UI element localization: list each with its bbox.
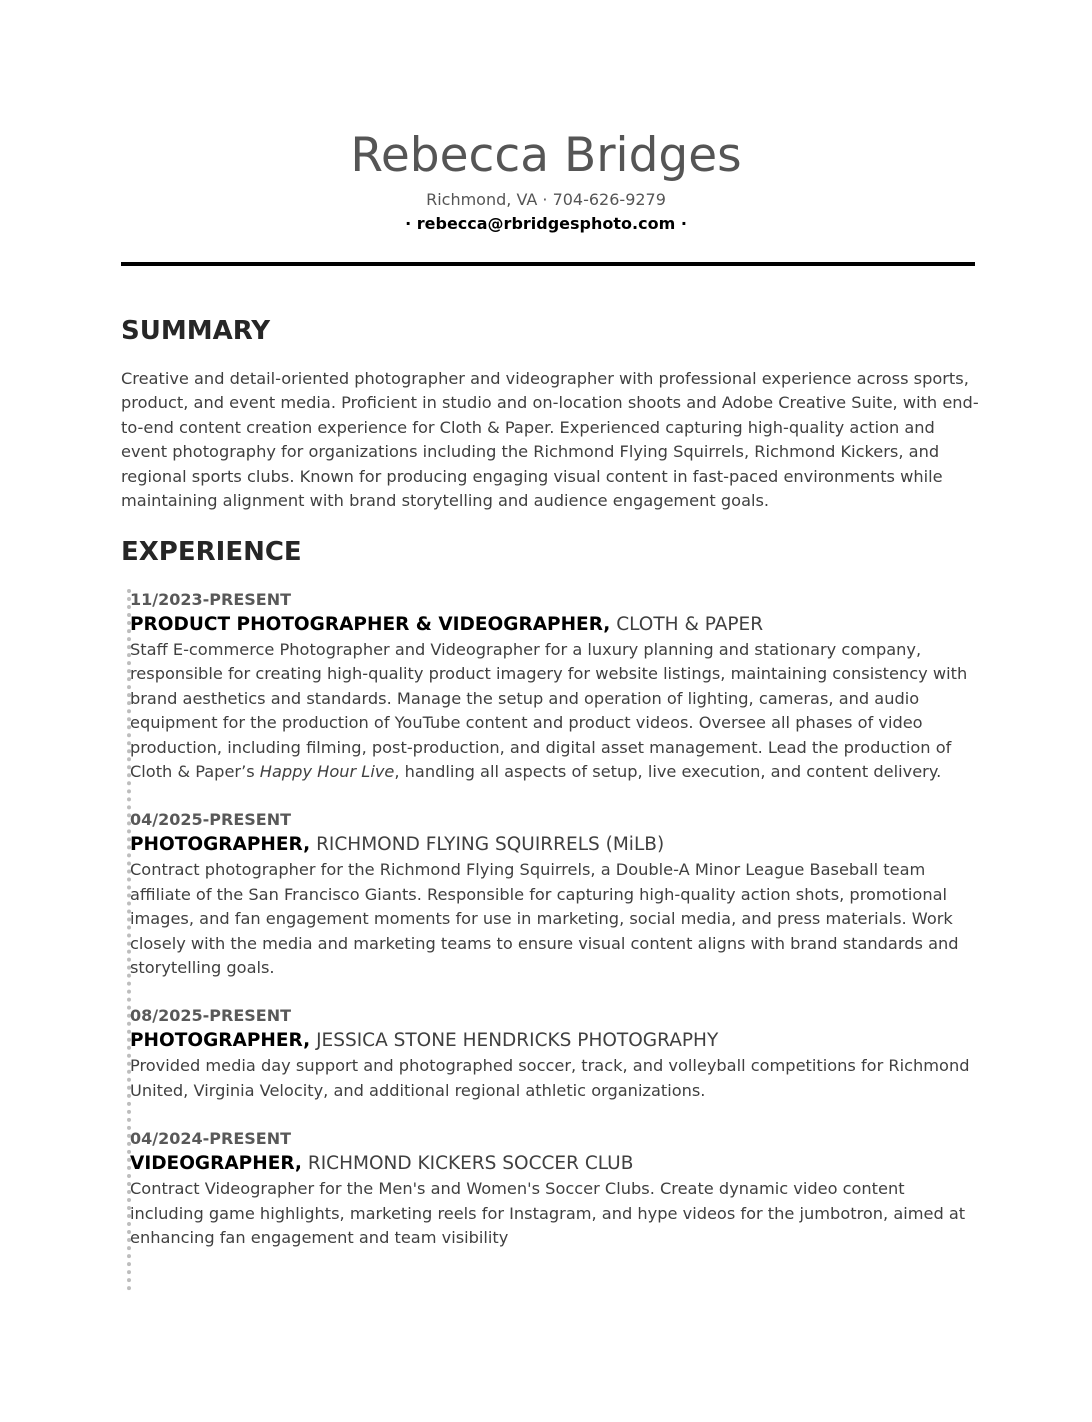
job-heading [130,832,980,858]
job-date: 08/2025-PRESENT [130,1006,292,1026]
experience-item [130,1127,980,1250]
candidate-name: Rebecca Bridges [350,128,742,183]
job-title: PHOTOGRAPHER, [130,1030,311,1052]
job-heading [130,1028,980,1054]
job-date: 11/2023-PRESENT [130,590,292,609]
resume-header [0,126,1092,236]
job-description-text-end: , handling all aspects of setup, live execution, and content delivery. [394,762,942,782]
experience-list [130,588,980,1251]
job-description: Provided media day support and photographed soccer, track, and volleyball competitions for Richmond United, Virginia Velocity, and additional regional athletic organizations. [130,1056,970,1100]
job-title: VIDEOGRAPHER, [130,1153,302,1175]
job-title: PRODUCT PHOTOGRAPHER & VIDEOGRAPHER, [130,614,611,635]
summary-heading: SUMMARY [121,316,271,346]
experience-item [130,808,980,980]
job-date: 04/2024-PRESENT [130,1129,292,1149]
experience-item [130,588,980,784]
job-company: RICHMOND KICKERS SOCCER CLUB [307,1153,634,1175]
job-description-show-title: Happy Hour Live [259,762,395,782]
job-title: PHOTOGRAPHER, [130,834,311,856]
experience-heading: EXPERIENCE [121,537,302,567]
header-divider [121,262,975,266]
job-description: Contract Videographer for the Men's and Women's Soccer Clubs. Create dynamic video content including game highlights, marketing reels for Instagram, and hype videos for the jumbotron, aimed at enhancing fan engagement and team visibility [130,1179,966,1248]
job-description [130,638,980,784]
contact-location-phone: Richmond, VA · 704-626-9279 [426,190,666,209]
job-heading [130,612,980,638]
experience-item [130,1004,980,1103]
job-heading [130,1151,980,1177]
summary-text: Creative and detail-oriented photographer and videographer with professional experience across sports, product, and event media. Proficient in studio and on-location shoots and Adobe Creative Suite, with end-to-end content creation experience for Cloth & Paper. Experienced capturing high-quality action and event photography for organizations including the Richmond Flying Squirrels, Richmond Kickers, and regional sports clubs. Known for producing engaging visual content in fast-paced environments while maintaining alignment with brand storytelling and audience engagement goals. [121,369,979,511]
job-description: Contract photographer for the Richmond Flying Squirrels, a Double-A Minor League Baseball team affiliate of the San Francisco Giants. Responsible for capturing high-quality action shots, promotional images, and fan engagement moments for use in marketing, social media, and press materials. Work closely with the media and marketing teams to ensure visual content aligns with brand standards and storytelling goals. [130,860,959,978]
job-company: JESSICA STONE HENDRICKS PHOTOGRAPHY [316,1030,719,1052]
contact-email[interactable]: · rebecca@rbridgesphoto.com · [405,214,687,233]
job-company: CLOTH & PAPER [616,614,764,635]
job-description-text: Staff E-commerce Photographer and Videographer for a luxury planning and stationary company, responsible for creating high-quality product imagery for website listings, maintaining consistency with brand aesthetics and standards. Manage the setup and operation of lighting, cameras, and audio equipment for the production of YouTube content and product videos. Oversee all phases of video production, including filming, post-production, and digital asset management. Lead the production of Cloth & Paper’s [130,640,968,782]
job-date: 04/2025-PRESENT [130,810,292,830]
job-company: RICHMOND FLYING SQUIRRELS (MiLB) [316,834,665,856]
